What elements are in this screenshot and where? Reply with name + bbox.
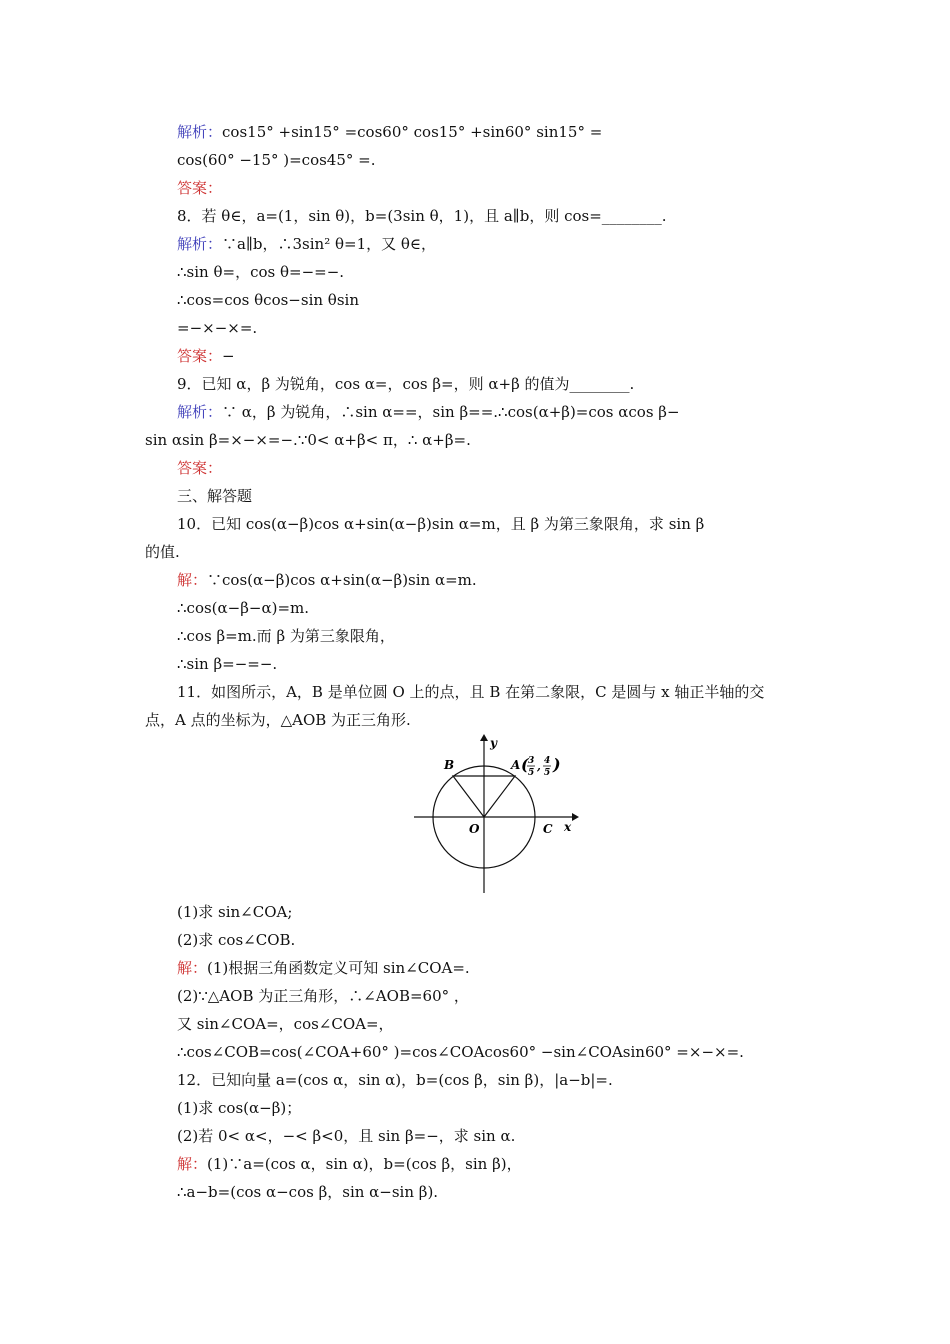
- line-text: (2)∵△AOB 为正三角形，∴∠AOB=60° ，: [177, 987, 469, 1005]
- line-text: 8．若 θ∈，a=(1，sin θ)，b=(3sin θ，1)，且 a∥b，则 cos=________.: [177, 207, 667, 225]
- a-x-den: 5: [528, 768, 535, 778]
- line-label: 解：: [177, 571, 208, 589]
- label-b: B: [444, 758, 455, 772]
- line-text: ∵a∥b，∴3sin² θ=1，又 θ∈，: [222, 235, 437, 253]
- line-text: ∴cos(α−β−α)=m.: [177, 599, 310, 617]
- line-label: 答案：: [177, 179, 223, 197]
- line-text: 点，A 点的坐标为，△AOB 为正三角形.: [145, 711, 411, 729]
- line-21: [145, 710, 411, 730]
- line-25: [177, 986, 469, 1006]
- line-24: [177, 958, 470, 978]
- line-12: [177, 458, 222, 478]
- a-y-den: 5: [544, 768, 551, 778]
- line-text: ∴cos∠COB=cos(∠COA+60° )=cos∠COAcos60° −sin∠COAsin60° =×−×=.: [177, 1043, 744, 1061]
- line-text: 9．已知 α，β 为锐角，cos α=，cos β=，则 α+β 的值为________.: [177, 375, 635, 393]
- x-axis-arrow: [572, 813, 579, 821]
- paren-close: ): [553, 755, 561, 774]
- line-1: [177, 150, 376, 170]
- a-x-num: 3: [528, 756, 535, 766]
- label-o: O: [469, 822, 480, 836]
- line-text: (2)求 cos∠COB.: [177, 931, 296, 949]
- unit-circle-figure: [410, 733, 580, 895]
- line-text: ∴a−b=(cos α−cos β，sin α−sin β).: [177, 1183, 439, 1201]
- line-0: [177, 122, 602, 142]
- line-31: [177, 1154, 522, 1174]
- line-3: [177, 206, 667, 226]
- line-text: 三、解答题: [177, 487, 253, 505]
- line-text: sin αsin β=×−×=−.∵0< α+β< π，∴ α+β=.: [145, 431, 471, 449]
- y-axis-arrow: [480, 734, 488, 741]
- line-6: [177, 290, 359, 310]
- line-text: 10．已知 cos(α−β)cos α+sin(α−β)sin α=m，且 β 为第三象限角，求 sin β: [177, 515, 705, 533]
- label-x: x: [564, 820, 572, 834]
- line-26: [177, 1014, 394, 1034]
- line-text: ∴sin β=−=−.: [177, 655, 278, 673]
- label-a: A: [511, 758, 521, 772]
- line-text: =−×−×=.: [177, 319, 258, 337]
- line-18: [177, 626, 395, 646]
- line-label: 答案：: [177, 347, 223, 365]
- line-text: 又 sin∠COA=，cos∠COA=，: [177, 1015, 394, 1033]
- line-text: cos(60° −15° )=cos45° =.: [177, 151, 376, 169]
- line-19: [177, 654, 277, 674]
- line-15: [145, 542, 180, 562]
- line-label: 解：: [177, 1155, 208, 1173]
- line-17: [177, 598, 309, 618]
- line-5: [177, 262, 344, 282]
- line-label: 解：: [177, 959, 208, 977]
- line-16: [177, 570, 477, 590]
- line-8: [177, 346, 235, 366]
- line-32: [177, 1182, 438, 1202]
- line-11: [145, 430, 471, 450]
- line-14: [177, 514, 704, 534]
- line-text: (1)∵a=(cos α，sin α)，b=(cos β，sin β)，: [207, 1155, 522, 1173]
- line-text: ∵ α，β 为锐角，∴sin α==，sin β==.∴cos(α+β)=cos αcos β−: [222, 403, 680, 421]
- label-y: y: [490, 736, 497, 750]
- line-13: [177, 486, 252, 506]
- line-text: 的值.: [145, 543, 180, 561]
- line-7: [177, 318, 257, 338]
- line-10: [177, 402, 680, 422]
- line-text: 11．如图所示，A，B 是单位圆 O 上的点，且 B 在第二象限，C 是圆与 x 轴正半轴的交: [177, 683, 765, 701]
- line-text: ∴cos β=m.而 β 为第三象限角，: [177, 627, 395, 645]
- line-text: 12．已知向量 a=(cos α，sin α)，b=(cos β，sin β)，|a−b|=.: [177, 1071, 613, 1089]
- line-9: [177, 374, 634, 394]
- line-28: [177, 1070, 613, 1090]
- line-22: [177, 902, 292, 922]
- line-text: (2)若 0< α<，−< β<0，且 sin β=−，求 sin α.: [177, 1127, 516, 1145]
- line-label: 解析：: [177, 123, 223, 141]
- line-text: ∴cos=cos θcos−sin θsin: [177, 291, 359, 309]
- line-29: [177, 1098, 301, 1118]
- line-label: 答案：: [177, 459, 223, 477]
- paren-open: (: [521, 755, 529, 774]
- line-text: (1)求 cos(α−β)；: [177, 1099, 302, 1117]
- line-4: [177, 234, 436, 254]
- a-y-num: 4: [544, 756, 551, 766]
- line-text: (1)求 sin∠COA;: [177, 903, 293, 921]
- line-text: ∴sin θ=，cos θ=−=−.: [177, 263, 345, 281]
- line-text: (1)根据三角函数定义可知 sin∠COA=.: [207, 959, 470, 977]
- line-20: [177, 682, 764, 702]
- line-label: 解析：: [177, 235, 223, 253]
- line-text: ∵cos(α−β)cos α+sin(α−β)sin α=m.: [207, 571, 477, 589]
- line-label: 解析：: [177, 403, 223, 421]
- line-23: [177, 930, 295, 950]
- line-2: [177, 178, 222, 198]
- label-c: C: [543, 822, 553, 836]
- line-text: cos15° +sin15° =cos60° cos15° +sin60° sin15° =: [222, 123, 603, 141]
- line-27: [177, 1042, 744, 1062]
- comma: ,: [537, 760, 541, 773]
- line-30: [177, 1126, 515, 1146]
- line-text: −: [222, 347, 235, 365]
